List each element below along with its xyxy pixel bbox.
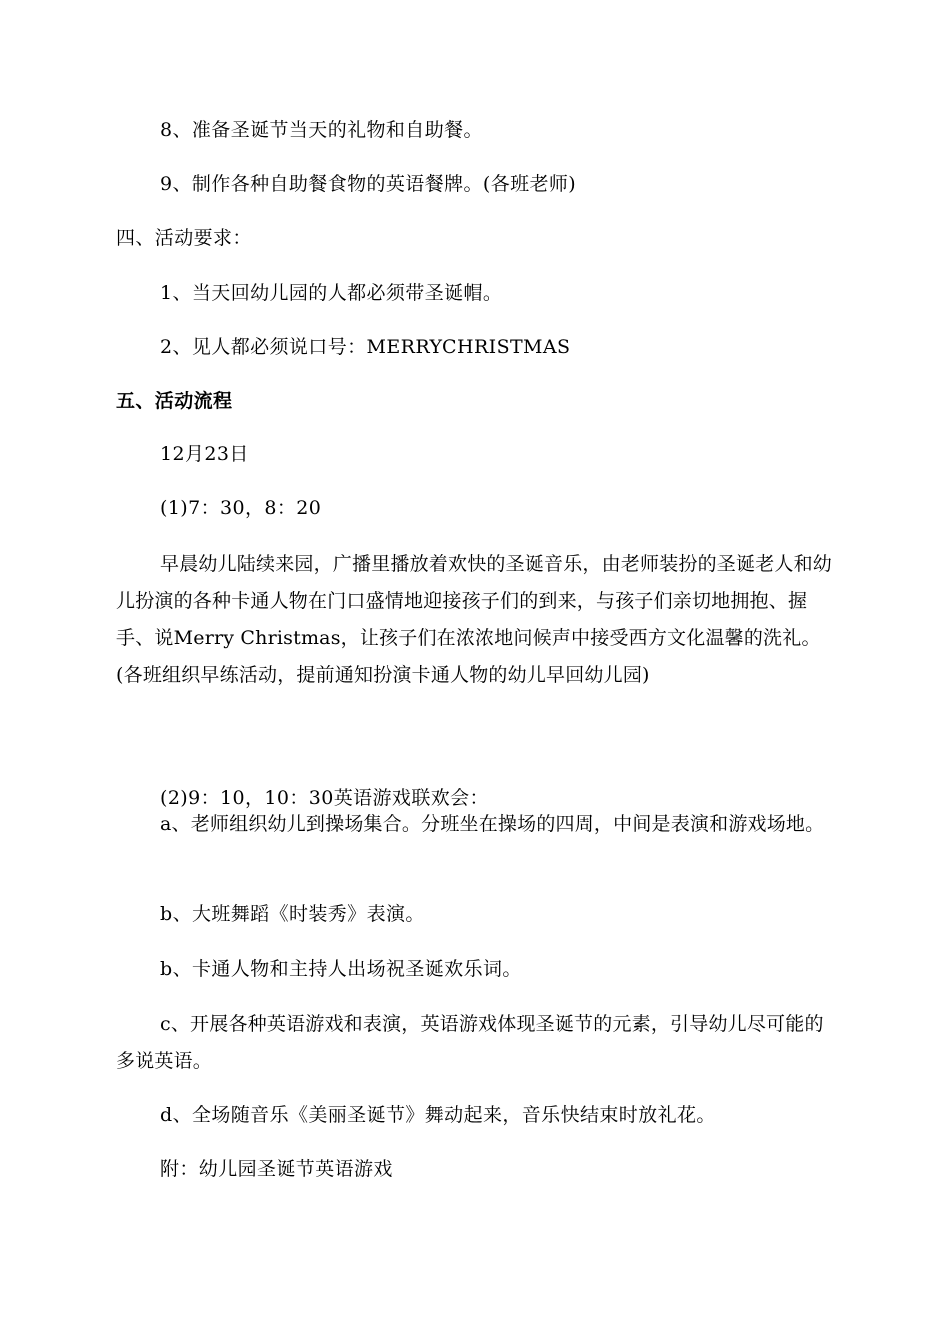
list-item-9: 9、制作各种自助餐食物的英语餐牌。(各班老师) — [160, 173, 577, 195]
paragraph-item-c — [116, 1006, 836, 1080]
paragraph-item-c-text: c、开展各种英语游戏和表演，英语游戏体现圣诞节的元素，引导幼儿尽可能的多说英语。 — [116, 1013, 824, 1072]
item-b-dance: b、大班舞蹈《时装秀》表演。 — [160, 903, 425, 925]
item-b-host: b、卡通人物和主持人出场祝圣诞欢乐词。 — [160, 958, 522, 980]
schedule-item-2-time: (2)9：10，10：30英语游戏联欢会： — [160, 787, 489, 809]
appendix-line: 附：幼儿园圣诞节英语游戏 — [160, 1158, 393, 1180]
paragraph-morning-text: 早晨幼儿陆续来园，广播里播放着欢快的圣诞音乐，由老师装扮的圣诞老人和幼儿扮演的各种卡通人物在门口盛情地迎接孩子们的到来，与孩子们亲切地拥抱、握手、说Merry Christmas，让孩子们在浓浓地问候声中接受西方文化温馨的洗礼。 (各班组织早练活动，提前通知扮演卡通人物的幼儿早回幼儿园) — [116, 553, 833, 686]
requirement-item-1: 1、当天回幼儿园的人都必须带圣诞帽。 — [160, 282, 503, 304]
requirement-item-2: 2、见人都必须说口号：MERRYCHRISTMAS — [160, 336, 571, 358]
schedule-item-1-time: (1)7：30，8：20 — [160, 497, 322, 519]
paragraph-morning — [116, 546, 836, 694]
item-d: d、全场随音乐《美丽圣诞节》舞动起来，音乐快结束时放礼花。 — [160, 1104, 716, 1126]
date-line: 12月23日 — [160, 443, 249, 465]
paragraph-item-a — [116, 806, 836, 843]
section-heading-process: 五、活动流程 — [116, 390, 233, 412]
list-item-8: 8、准备圣诞节当天的礼物和自助餐。 — [160, 119, 483, 141]
section-heading-requirements: 四、活动要求： — [116, 227, 252, 249]
paragraph-item-a-text: a、老师组织幼儿到操场集合。分班坐在操场的四周，中间是表演和游戏场地。 — [160, 813, 825, 835]
